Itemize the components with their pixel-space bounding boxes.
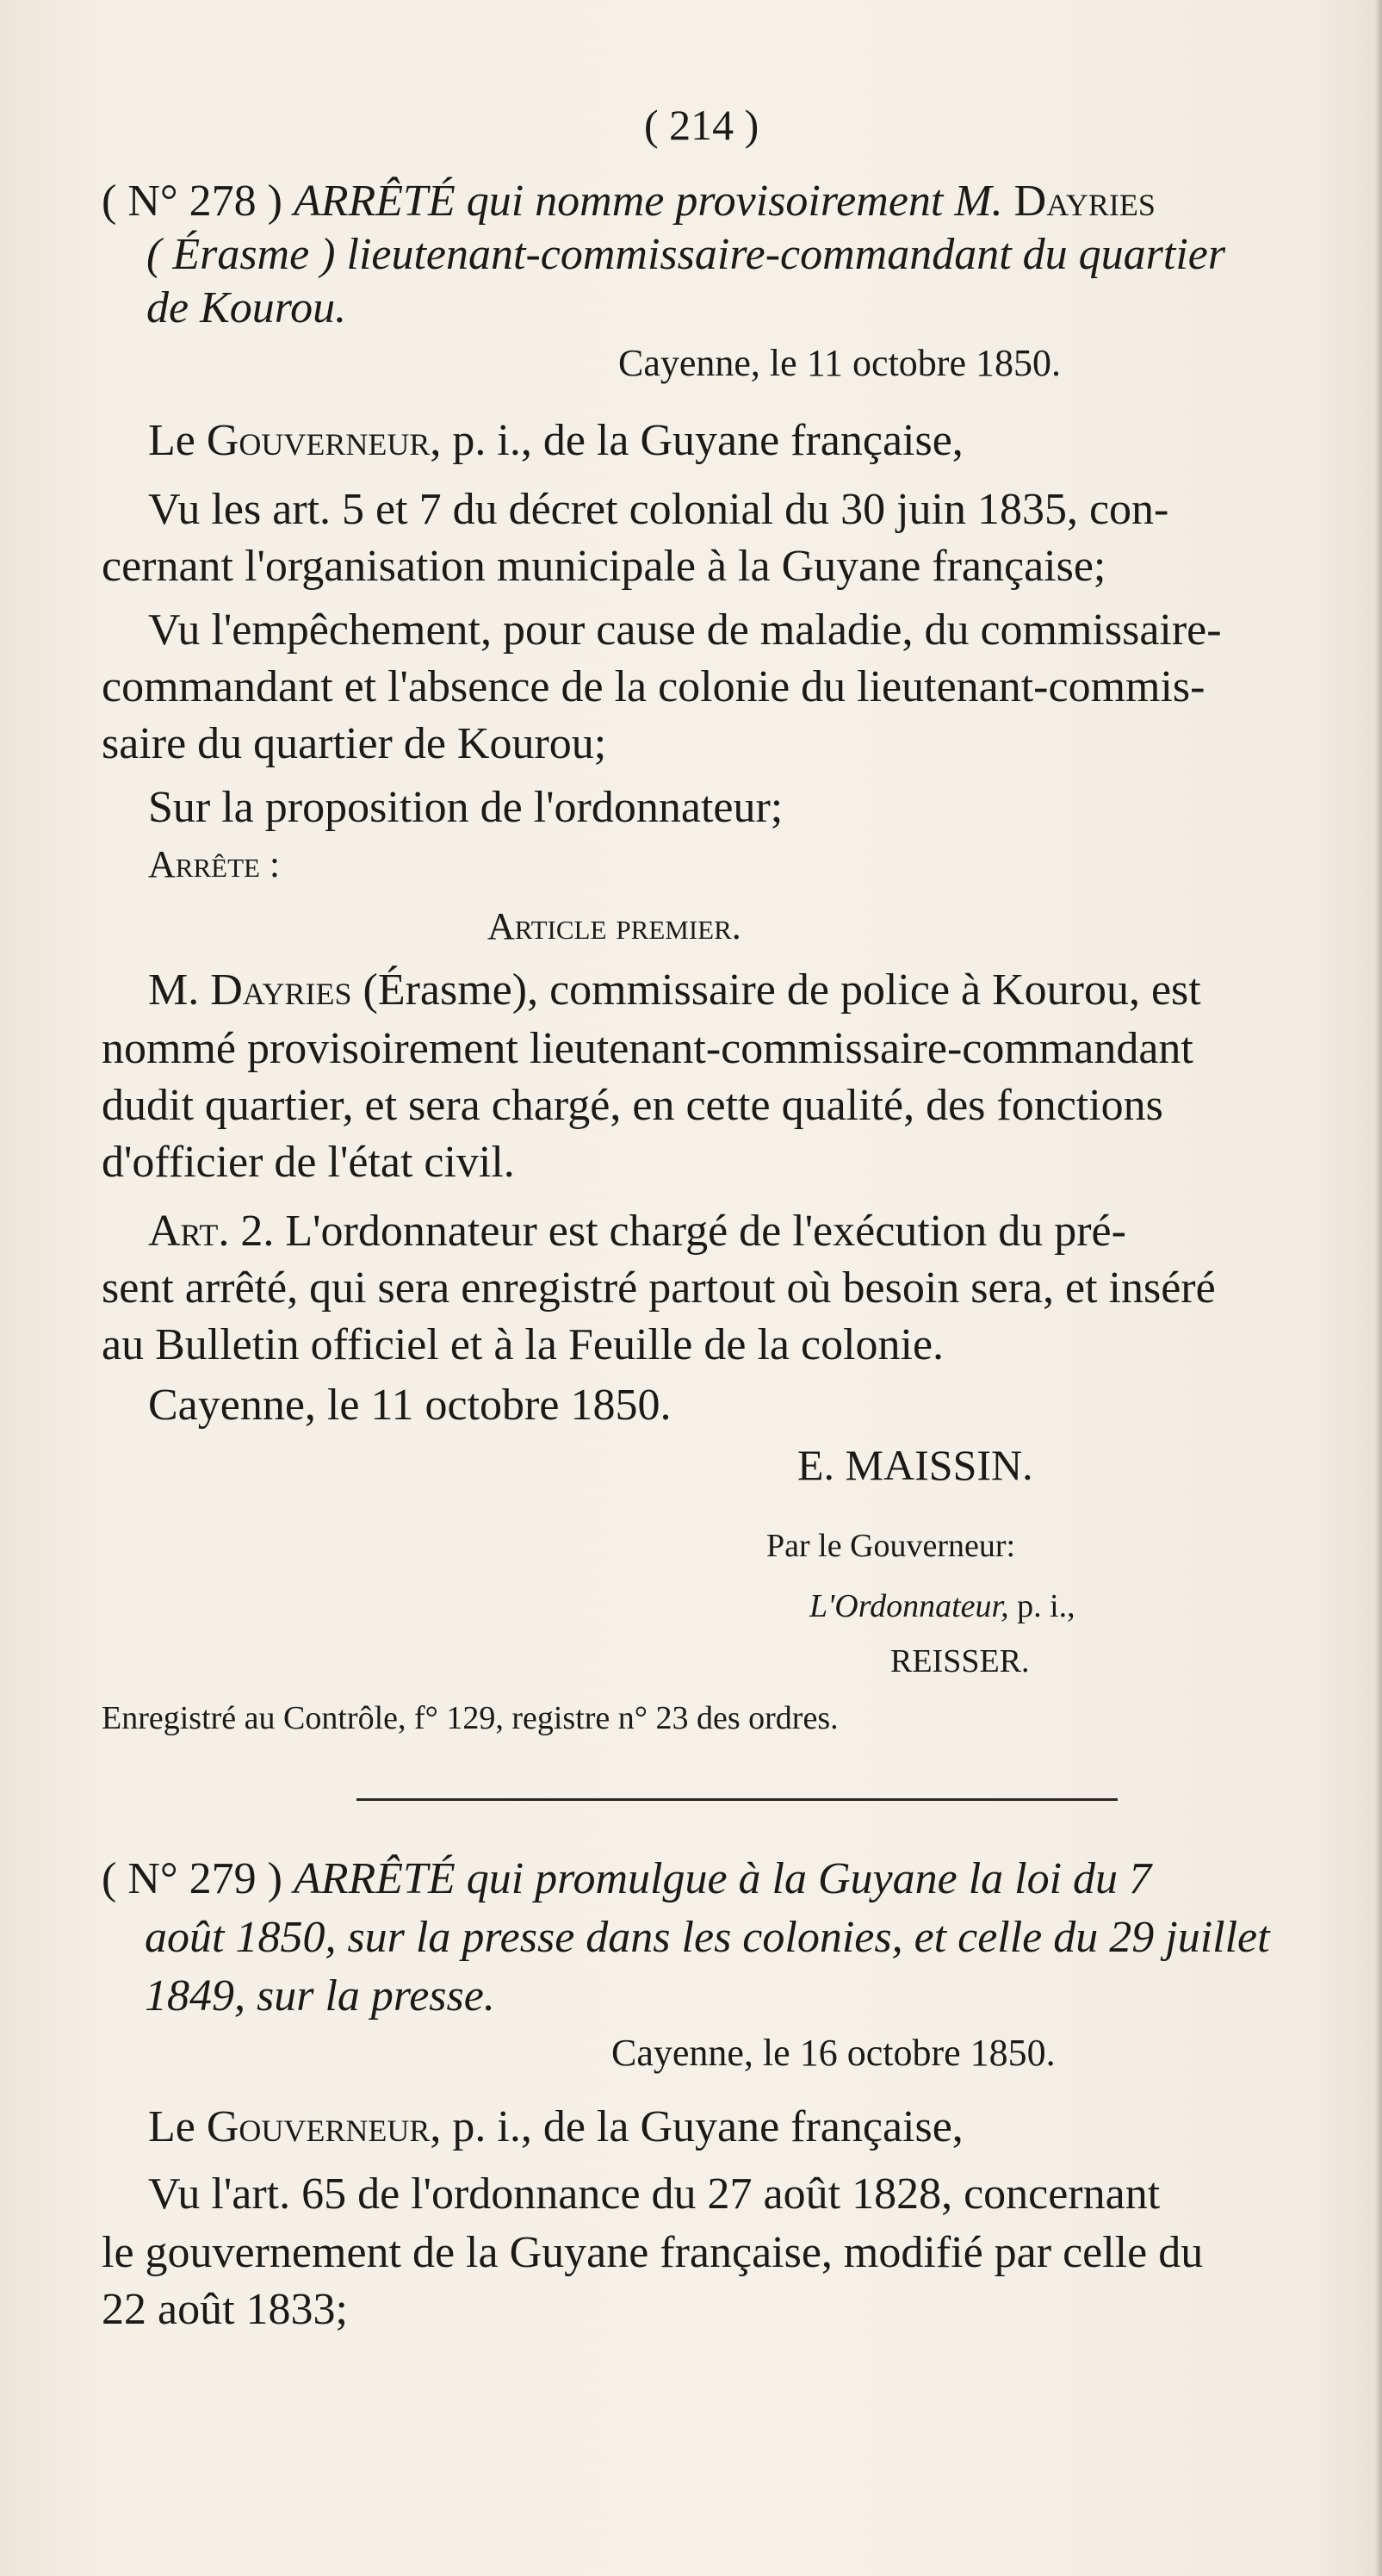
arrete-label: Arrête : xyxy=(148,843,281,885)
closing-date: Cayenne, le 11 octobre 1850. xyxy=(148,1381,672,1430)
arrete-278-heading-line3: de Kourou. xyxy=(146,283,347,332)
arrete-278-heading-line1 xyxy=(102,179,1156,224)
arrete-279-title: ARRÊTÉ qui promulgue à la Guyane la loi du 7 xyxy=(293,1854,1152,1903)
sur-proposition: Sur la proposition de l'ordonnateur; xyxy=(148,783,784,832)
vu-2-line3: saire du quartier de Kourou; xyxy=(102,719,607,768)
arrete-279-number: ( N° 279 ) xyxy=(102,1854,282,1903)
arrete-278-heading-line2: ( Érasme ) lieutenant-commissaire-commandant du quartier xyxy=(146,230,1226,279)
art2-line3: au Bulletin officiel et à la Feuille de la colonie. xyxy=(102,1320,945,1369)
art2-line1 xyxy=(148,1209,1126,1254)
art2-text: 2. L'ordonnateur est chargé de l'exécution du pré- xyxy=(240,1207,1126,1256)
par-le-gouverneur: Par le Gouverneur: xyxy=(766,1528,1016,1564)
art1-m: M. xyxy=(148,965,200,1015)
arrete-279-vu-line2: le gouvernement de la Guyane française, modifié par celle du xyxy=(102,2228,1204,2277)
art2-line2: sent arrêté, qui sera enregistré partout où besoin sera, et inséré xyxy=(102,1263,1216,1313)
intro-279-le: Le xyxy=(148,2102,195,2151)
arrete-278-title: ARRÊTÉ qui nomme provisoirement M. xyxy=(293,177,1003,226)
art1-rest: (Érasme), commissaire de police à Kourou, est xyxy=(363,965,1201,1015)
vu-1-line2: cernant l'organisation municipale à la Guyane française; xyxy=(102,542,1106,591)
signature-maissin: E. MAISSIN. xyxy=(797,1441,1033,1489)
ordonnateur: L'Ordonnateur, xyxy=(809,1588,1009,1624)
intro-279-gouverneur: Gouverneur xyxy=(206,2102,431,2151)
arrete-279-vu-line3: 22 août 1833; xyxy=(102,2285,348,2334)
intro-gouverneur: Gouverneur xyxy=(206,416,431,465)
article-premier: Article premier. xyxy=(487,905,741,947)
ordonnateur-pi: p. i., xyxy=(1017,1588,1075,1624)
arrete-279-intro xyxy=(148,2102,964,2151)
art1-line1 xyxy=(148,965,1201,1015)
arrete-278-number: ( N° 278 ) xyxy=(102,177,282,226)
arrete-278-name: Dayries xyxy=(1013,177,1156,226)
vu-2-line2: commandant et l'absence de la colonie du lieutenant-commis- xyxy=(102,662,1205,711)
arrete-279-place-date: Cayenne, le 16 octobre 1850. xyxy=(611,2032,1056,2074)
arrete-279-vu-line1: Vu l'art. 65 de l'ordonnance du 27 août 1828, concernant xyxy=(148,2169,1161,2219)
reisser-signature: REISSER. xyxy=(890,1643,1030,1679)
section-separator xyxy=(356,1798,1118,1801)
intro-279-rest: , p. i., de la Guyane française, xyxy=(430,2102,964,2151)
art2-label: Art. xyxy=(148,1207,230,1256)
intro-rest: , p. i., de la Guyane française, xyxy=(430,416,964,465)
intro-le: Le xyxy=(148,416,195,465)
arrete-279-heading-line1 xyxy=(102,1854,1152,1903)
art1-line2: nommé provisoirement lieutenant-commissaire-commandant xyxy=(102,1024,1193,1073)
art1-line4: d'officier de l'état civil. xyxy=(102,1138,515,1187)
enregistre-note: Enregistré au Contrôle, f° 129, registre n° 23 des ordres. xyxy=(102,1700,839,1736)
arrete-279-heading-line2: août 1850, sur la presse dans les colonies, et celle du 29 juillet xyxy=(145,1913,1270,1962)
arrete-278-intro xyxy=(148,416,964,465)
vu-2-line1: Vu l'empêchement, pour cause de maladie, du commissaire- xyxy=(148,605,1222,655)
art1-dayries: Dayries xyxy=(210,965,352,1015)
vu-1-line1: Vu les art. 5 et 7 du décret colonial du 30 juin 1835, con- xyxy=(148,485,1169,534)
arrete-278-place-date: Cayenne, le 11 octobre 1850. xyxy=(618,342,1061,384)
page-number: ( 214 ) xyxy=(644,101,759,149)
page-edge-shadow xyxy=(1375,0,1382,2576)
art1-line3: dudit quartier, et sera chargé, en cette qualité, des fonctions xyxy=(102,1081,1163,1130)
arrete-279-heading-line3: 1849, sur la presse. xyxy=(145,1971,495,2020)
ordonnateur-line xyxy=(809,1590,1075,1623)
